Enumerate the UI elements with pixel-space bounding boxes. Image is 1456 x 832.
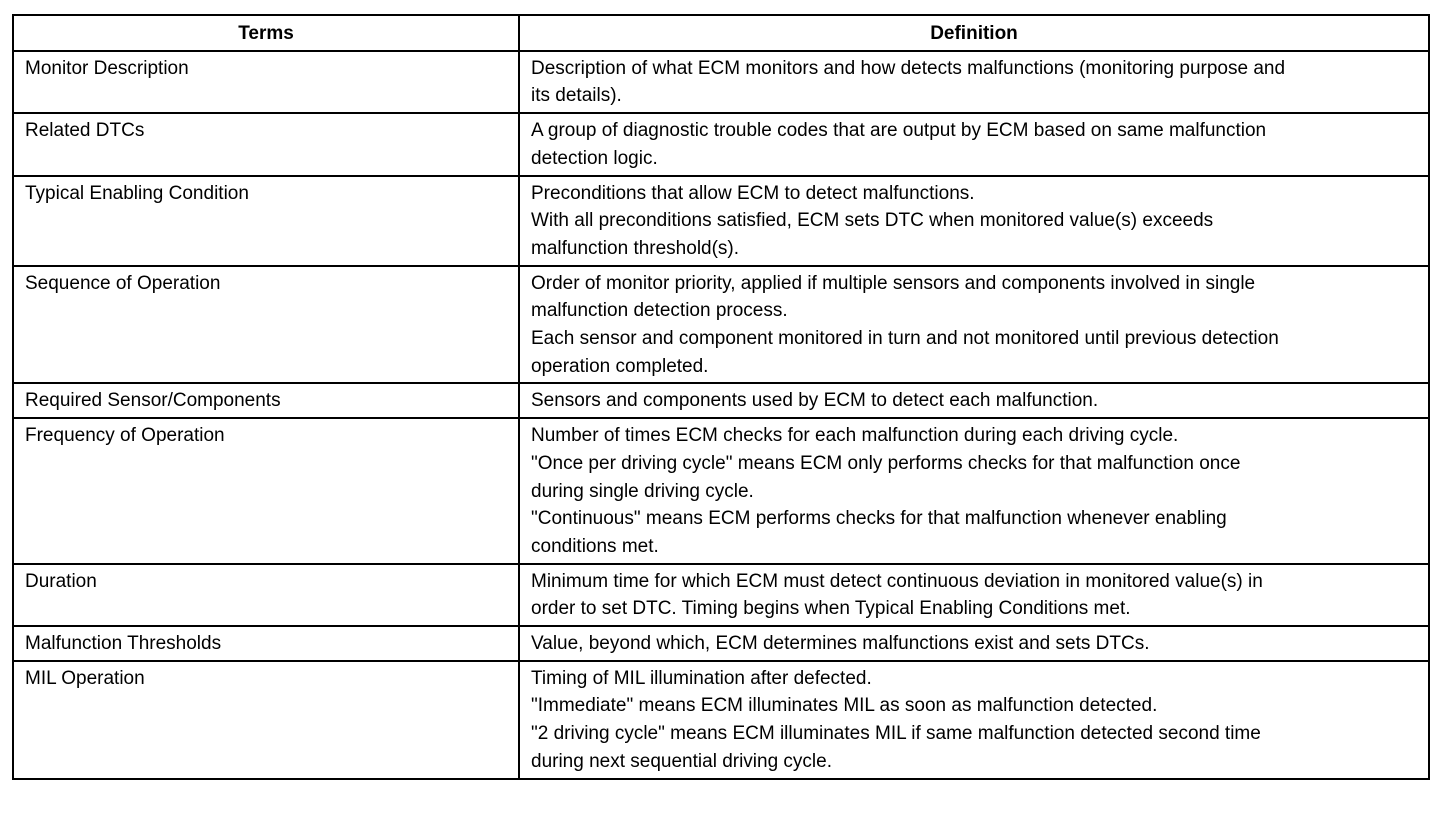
definition-line: Order of monitor priority, applied if multiple sensors and components involved in single bbox=[531, 272, 1256, 294]
terms-column-header: Terms bbox=[13, 15, 519, 51]
table-row bbox=[13, 383, 1429, 418]
definition-line: operation completed. bbox=[531, 355, 709, 377]
definition-line: detection logic. bbox=[531, 147, 658, 169]
definition-line: order to set DTC. Timing begins when Typical Enabling Conditions met. bbox=[531, 598, 1131, 620]
definition-cell bbox=[519, 626, 1429, 661]
term-cell: Duration bbox=[13, 564, 519, 626]
definition-cell bbox=[519, 51, 1429, 113]
table-row bbox=[13, 266, 1429, 384]
table-row bbox=[13, 661, 1429, 779]
term-cell: Typical Enabling Condition bbox=[13, 176, 519, 266]
definition-line: malfunction detection process. bbox=[531, 300, 788, 322]
term-cell: MIL Operation bbox=[13, 661, 519, 779]
definition-line: its details). bbox=[531, 85, 622, 107]
term-cell: Sequence of Operation bbox=[13, 266, 519, 384]
table-row bbox=[13, 626, 1429, 661]
table-row bbox=[13, 418, 1429, 564]
definition-line: Each sensor and component monitored in turn and not monitored until previous detection bbox=[531, 328, 1279, 350]
definition-line: Timing of MIL illumination after defected. bbox=[531, 667, 872, 689]
definition-line: Value, beyond which, ECM determines malfunctions exist and sets DTCs. bbox=[531, 633, 1150, 655]
definition-line: "Continuous" means ECM performs checks for that malfunction whenever enabling bbox=[531, 508, 1227, 530]
definition-line: Preconditions that allow ECM to detect malfunctions. bbox=[531, 182, 975, 204]
definition-line: With all preconditions satisfied, ECM sets DTC when monitored value(s) exceeds bbox=[531, 210, 1214, 232]
table-header-row bbox=[13, 15, 1429, 51]
definition-cell bbox=[519, 564, 1429, 626]
table-row bbox=[13, 564, 1429, 626]
term-cell: Related DTCs bbox=[13, 113, 519, 175]
definition-cell bbox=[519, 661, 1429, 779]
definition-cell bbox=[519, 418, 1429, 564]
term-cell: Frequency of Operation bbox=[13, 418, 519, 564]
definition-line: A group of diagnostic trouble codes that are output by ECM based on same malfunction bbox=[531, 120, 1267, 142]
definition-cell bbox=[519, 176, 1429, 266]
table-body bbox=[13, 51, 1429, 779]
definition-cell bbox=[519, 383, 1429, 418]
definition-column-header: Definition bbox=[519, 15, 1429, 51]
table-row bbox=[13, 51, 1429, 113]
definition-line: conditions met. bbox=[531, 535, 659, 557]
term-cell: Malfunction Thresholds bbox=[13, 626, 519, 661]
definition-line: "Once per driving cycle" means ECM only performs checks for that malfunction once bbox=[531, 452, 1241, 474]
definition-line: Number of times ECM checks for each malfunction during each driving cycle. bbox=[531, 425, 1179, 447]
definition-line: Minimum time for which ECM must detect continuous deviation in monitored value(s) in bbox=[531, 570, 1263, 592]
definition-line: "Immediate" means ECM illuminates MIL as soon as malfunction detected. bbox=[531, 695, 1158, 717]
definition-cell bbox=[519, 266, 1429, 384]
definition-line: Description of what ECM monitors and how detects malfunctions (monitoring purpose and bbox=[531, 57, 1286, 79]
term-cell: Monitor Description bbox=[13, 51, 519, 113]
definition-line: during single driving cycle. bbox=[531, 480, 754, 502]
definition-line: "2 driving cycle" means ECM illuminates MIL if same malfunction detected second time bbox=[531, 723, 1261, 745]
terms-definition-table bbox=[12, 14, 1430, 780]
definition-line: malfunction threshold(s). bbox=[531, 237, 740, 259]
table-row bbox=[13, 113, 1429, 175]
term-cell: Required Sensor/Components bbox=[13, 383, 519, 418]
definition-line: during next sequential driving cycle. bbox=[531, 750, 833, 772]
definition-cell bbox=[519, 113, 1429, 175]
table-row bbox=[13, 176, 1429, 266]
definition-line: Sensors and components used by ECM to detect each malfunction. bbox=[531, 390, 1099, 412]
